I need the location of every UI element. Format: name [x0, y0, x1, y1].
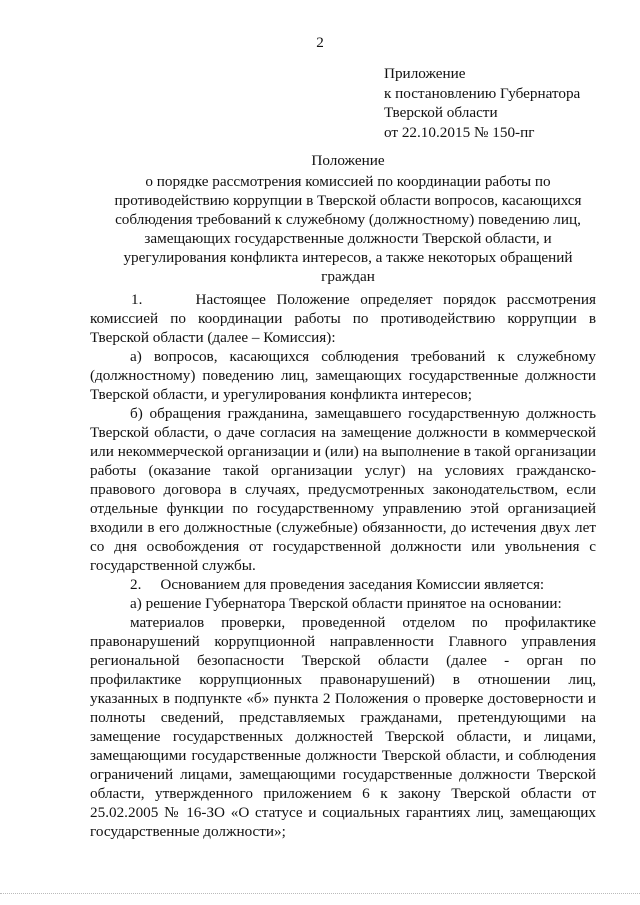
page-number: 2	[316, 34, 324, 51]
paragraph-1a: а) вопросов, касающихся соблюдения требований к служебному (должностному) поведению лиц, замещающих государственные должности Тверской области, и урегулирования конфликта интересов;	[90, 348, 596, 403]
appendix-line: к постановлению Губернатора	[384, 84, 581, 102]
paragraph-1b: б) обращения гражданина, замещавшего государственную должность Тверской области, о даче согласия на замещение должности в коммерческой или некоммерческой организации и (или) на выполнение в такой организации работы (оказание такой организации услуг) на условиях гражданско-правового договора в случаях, предусмотренных законодательством, если отдельные функции по государственному управлению этой организацией входили в его должностные (служебные) обязанности, до истечения двух лет со дня освобождения от государственной должности или увольнения с государственной службы.	[90, 405, 596, 574]
appendix-line: Тверской области	[384, 104, 498, 121]
document-body	[90, 290, 596, 841]
paragraph-1: 1. Настоящее Положение определяет порядок рассмотрения комиссией по координации работы по противодействию коррупции в Тверской области (далее – Комиссия):	[90, 291, 596, 346]
paragraph-2a: а) решение Губернатора Тверской области принятое на основании:	[130, 595, 562, 612]
appendix-line: Приложение	[384, 65, 466, 82]
document-subtitle: о порядке рассмотрения комиссией по координации работы по противодействию коррупции в Тверской области вопросов, касающихся соблюдения требований к служебному (должностному) поведению лиц, замещающих государственные должности Тверской области, и урегулирования конфликта интересов, а также некоторых обращений граждан	[114, 173, 582, 285]
appendix-date-line: от 22.10.2015 № 150-пг	[384, 123, 535, 141]
appendix-block	[384, 64, 624, 142]
paragraph-2: 2. Основанием для проведения заседания Комиссии является:	[130, 576, 545, 593]
document-title-block	[112, 151, 584, 286]
paragraph-2a-text: материалов проверки, проведенной отделом по профилактике правонарушений коррупционной направленности Главного управления региональной безопасности Тверской области (далее - орган по профилактике коррупционных правонарушений) в отношении лиц, указанных в подпункте «б» пункта 2 Положения о проверке достоверности и полноты сведений, представляемых гражданами, претендующими на замещение государственных должностей Тверской области, и лицами, замещающими государственные должности Тверской области, и соблюдения ограничений лицами, замещающими государственные должности Тверской области, утвержденного приложением 6 к закону Тверской области от 25.02.2005 № 16-ЗО «О статусе и социальных гарантиях лиц, замещающих государственные должности»;	[90, 614, 596, 840]
document-title: Положение	[311, 152, 385, 169]
scan-edge-line	[0, 893, 640, 895]
